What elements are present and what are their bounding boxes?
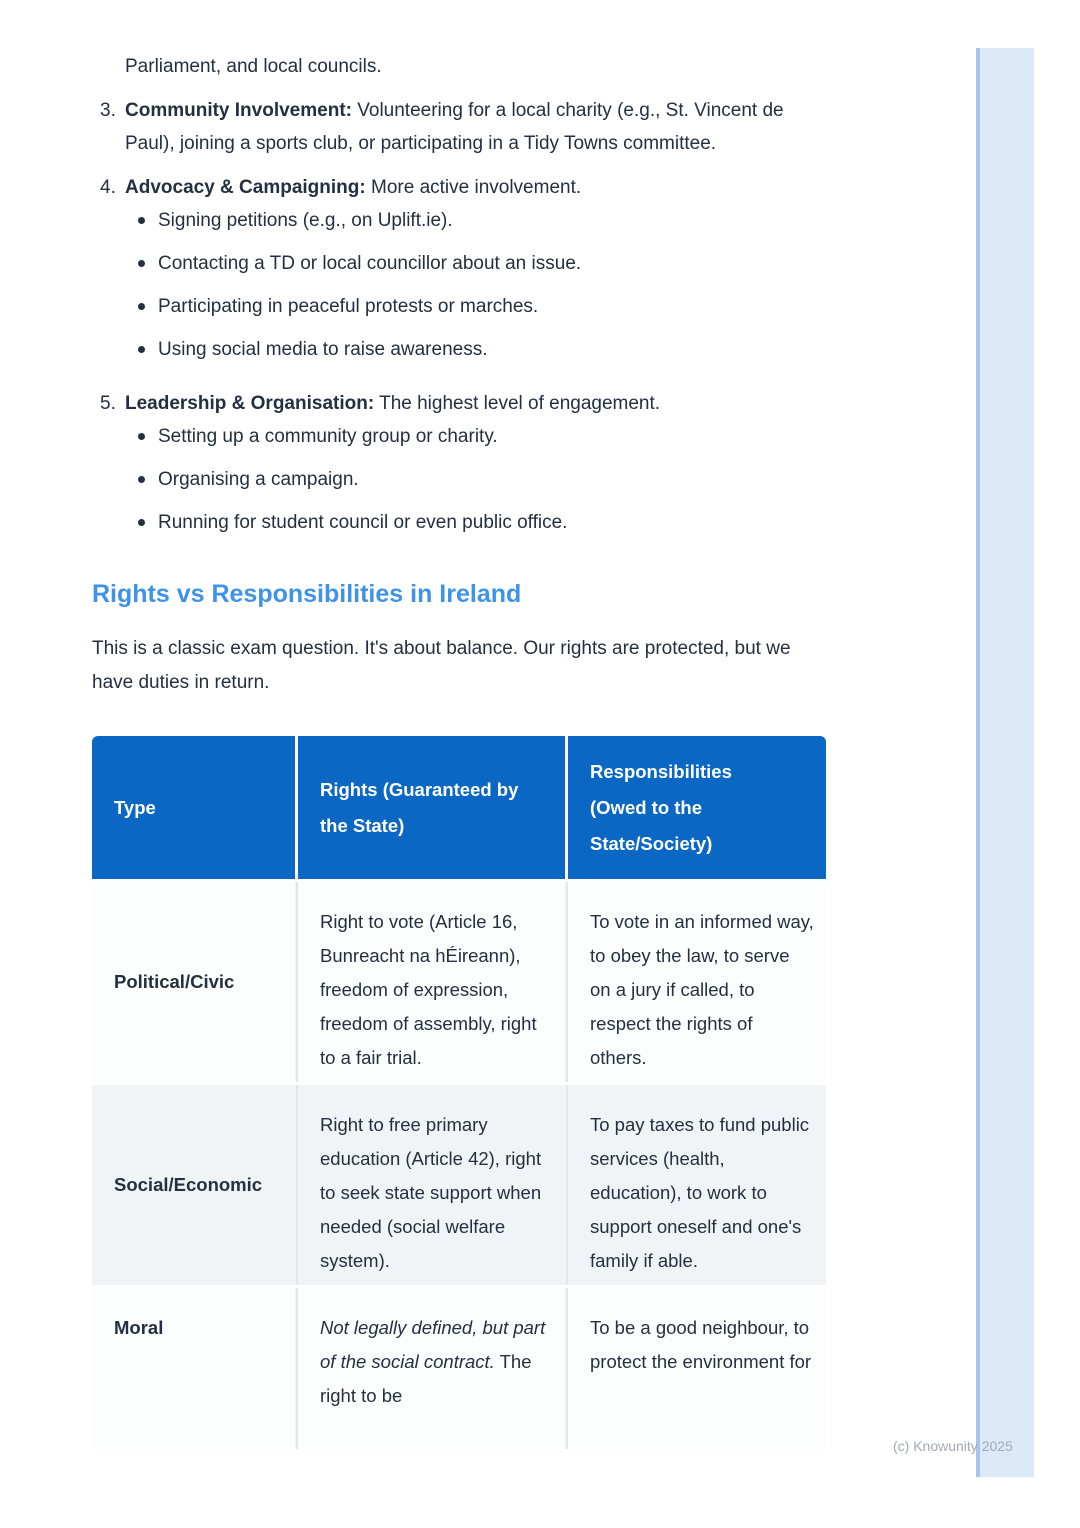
bullet-list — [125, 420, 826, 539]
list-number: 5. — [100, 393, 116, 414]
bullet-item — [125, 204, 826, 237]
bullet-text: Signing petitions (e.g., on Uplift.ie). — [158, 210, 453, 231]
list-item-body — [125, 94, 826, 160]
paragraph-continuation: Parliament, and local councils. — [125, 56, 382, 77]
table-header-rights-label: Rights (Guaranteed by the State) — [320, 778, 519, 836]
bullet-text: Participating in peaceful protests or marches. — [158, 296, 539, 317]
list-item-body — [125, 171, 826, 366]
table-header-responsibilities — [568, 736, 826, 879]
bullet-text: Contacting a TD or local councillor about an issue. — [158, 253, 582, 274]
list-item-label: Leadership & Organisation: — [125, 393, 375, 414]
bullet-icon — [138, 519, 145, 526]
list-item-description: Volunteering for a local charity (e.g., St. Vincent de Paul), joining a sports club, or participating in a Tidy Towns committee. — [125, 100, 784, 154]
table-cell-responsibilities-moral: To be a good neighbour, to protect the environment for — [568, 1288, 826, 1449]
list-item-leadership-organisation — [92, 387, 826, 539]
bullet-text: Setting up a community group or charity. — [158, 426, 498, 447]
bullet-list — [125, 204, 826, 366]
list-item-text — [125, 387, 826, 420]
bullet-item — [125, 290, 826, 323]
bullet-icon — [138, 260, 145, 267]
bullet-item — [125, 463, 826, 496]
table-cell-rights-social-economic: Right to free primary education (Article 42), right to seek state support when needed (social welfare system). — [298, 1085, 565, 1285]
bullet-text: Organising a campaign. — [158, 469, 359, 490]
table-header-rights — [298, 736, 565, 879]
list-item-description: The highest level of engagement. — [379, 393, 661, 414]
list-item-description: More active involvement. — [371, 177, 582, 198]
table-cell-type-political-civic: Political/Civic — [92, 882, 295, 1082]
table-cell-type-moral: Moral — [92, 1288, 295, 1449]
bullet-item — [125, 247, 826, 280]
bullet-item — [125, 506, 826, 539]
bullet-text: Using social media to raise awareness. — [158, 339, 488, 360]
list-item-advocacy-campaigning — [92, 171, 826, 366]
table-cell-rights-moral — [298, 1288, 565, 1449]
moral-rights-italic-text: Not legally defined, but part of the social contract. — [320, 1317, 546, 1372]
table-cell-rights-political-civic: Right to vote (Article 16, Bunreacht na hÉireann), freedom of expression, freedom of assembly, right to a fair trial. — [298, 882, 565, 1082]
table-header-responsibilities-label: Responsibilities (Owed to the State/Society) — [590, 760, 732, 854]
list-item-label: Community Involvement: — [125, 100, 352, 121]
bullet-item — [125, 333, 826, 366]
moral-rights-regular-text: The right to be — [320, 1351, 532, 1406]
bullet-icon — [138, 217, 145, 224]
list-item-community-involvement — [92, 94, 826, 160]
list-item-text — [125, 171, 826, 204]
list-item-text — [125, 94, 826, 160]
bullet-icon — [138, 303, 145, 310]
list-number: 4. — [100, 177, 116, 198]
list-number: 3. — [100, 100, 116, 121]
bullet-item — [125, 420, 826, 453]
rights-responsibilities-table — [92, 736, 826, 1449]
copyright-watermark: (c) Knowunity 2025 — [893, 1438, 1013, 1454]
bullet-icon — [138, 346, 145, 353]
table-header-type: Type — [92, 736, 295, 879]
list-item-label: Advocacy & Campaigning: — [125, 177, 366, 198]
list-item-body — [125, 387, 826, 539]
document-content — [92, 50, 826, 1449]
section-intro-paragraph: This is a classic exam question. It's about balance. Our rights are protected, but we have duties in return. — [92, 638, 791, 693]
table-cell-responsibilities-social-economic: To pay taxes to fund public services (health, education), to work to support oneself and one's family if able. — [568, 1085, 826, 1285]
bullet-icon — [138, 476, 145, 483]
bullet-text: Running for student council or even public office. — [158, 512, 568, 533]
table-cell-type-social-economic: Social/Economic — [92, 1085, 295, 1285]
bullet-icon — [138, 433, 145, 440]
page-edge-highlight-bar — [976, 48, 1034, 1477]
section-heading: Rights vs Responsibilities in Ireland — [92, 580, 522, 608]
table-cell-responsibilities-political-civic: To vote in an informed way, to obey the law, to serve on a jury if called, to respect the rights of others. — [568, 882, 826, 1082]
